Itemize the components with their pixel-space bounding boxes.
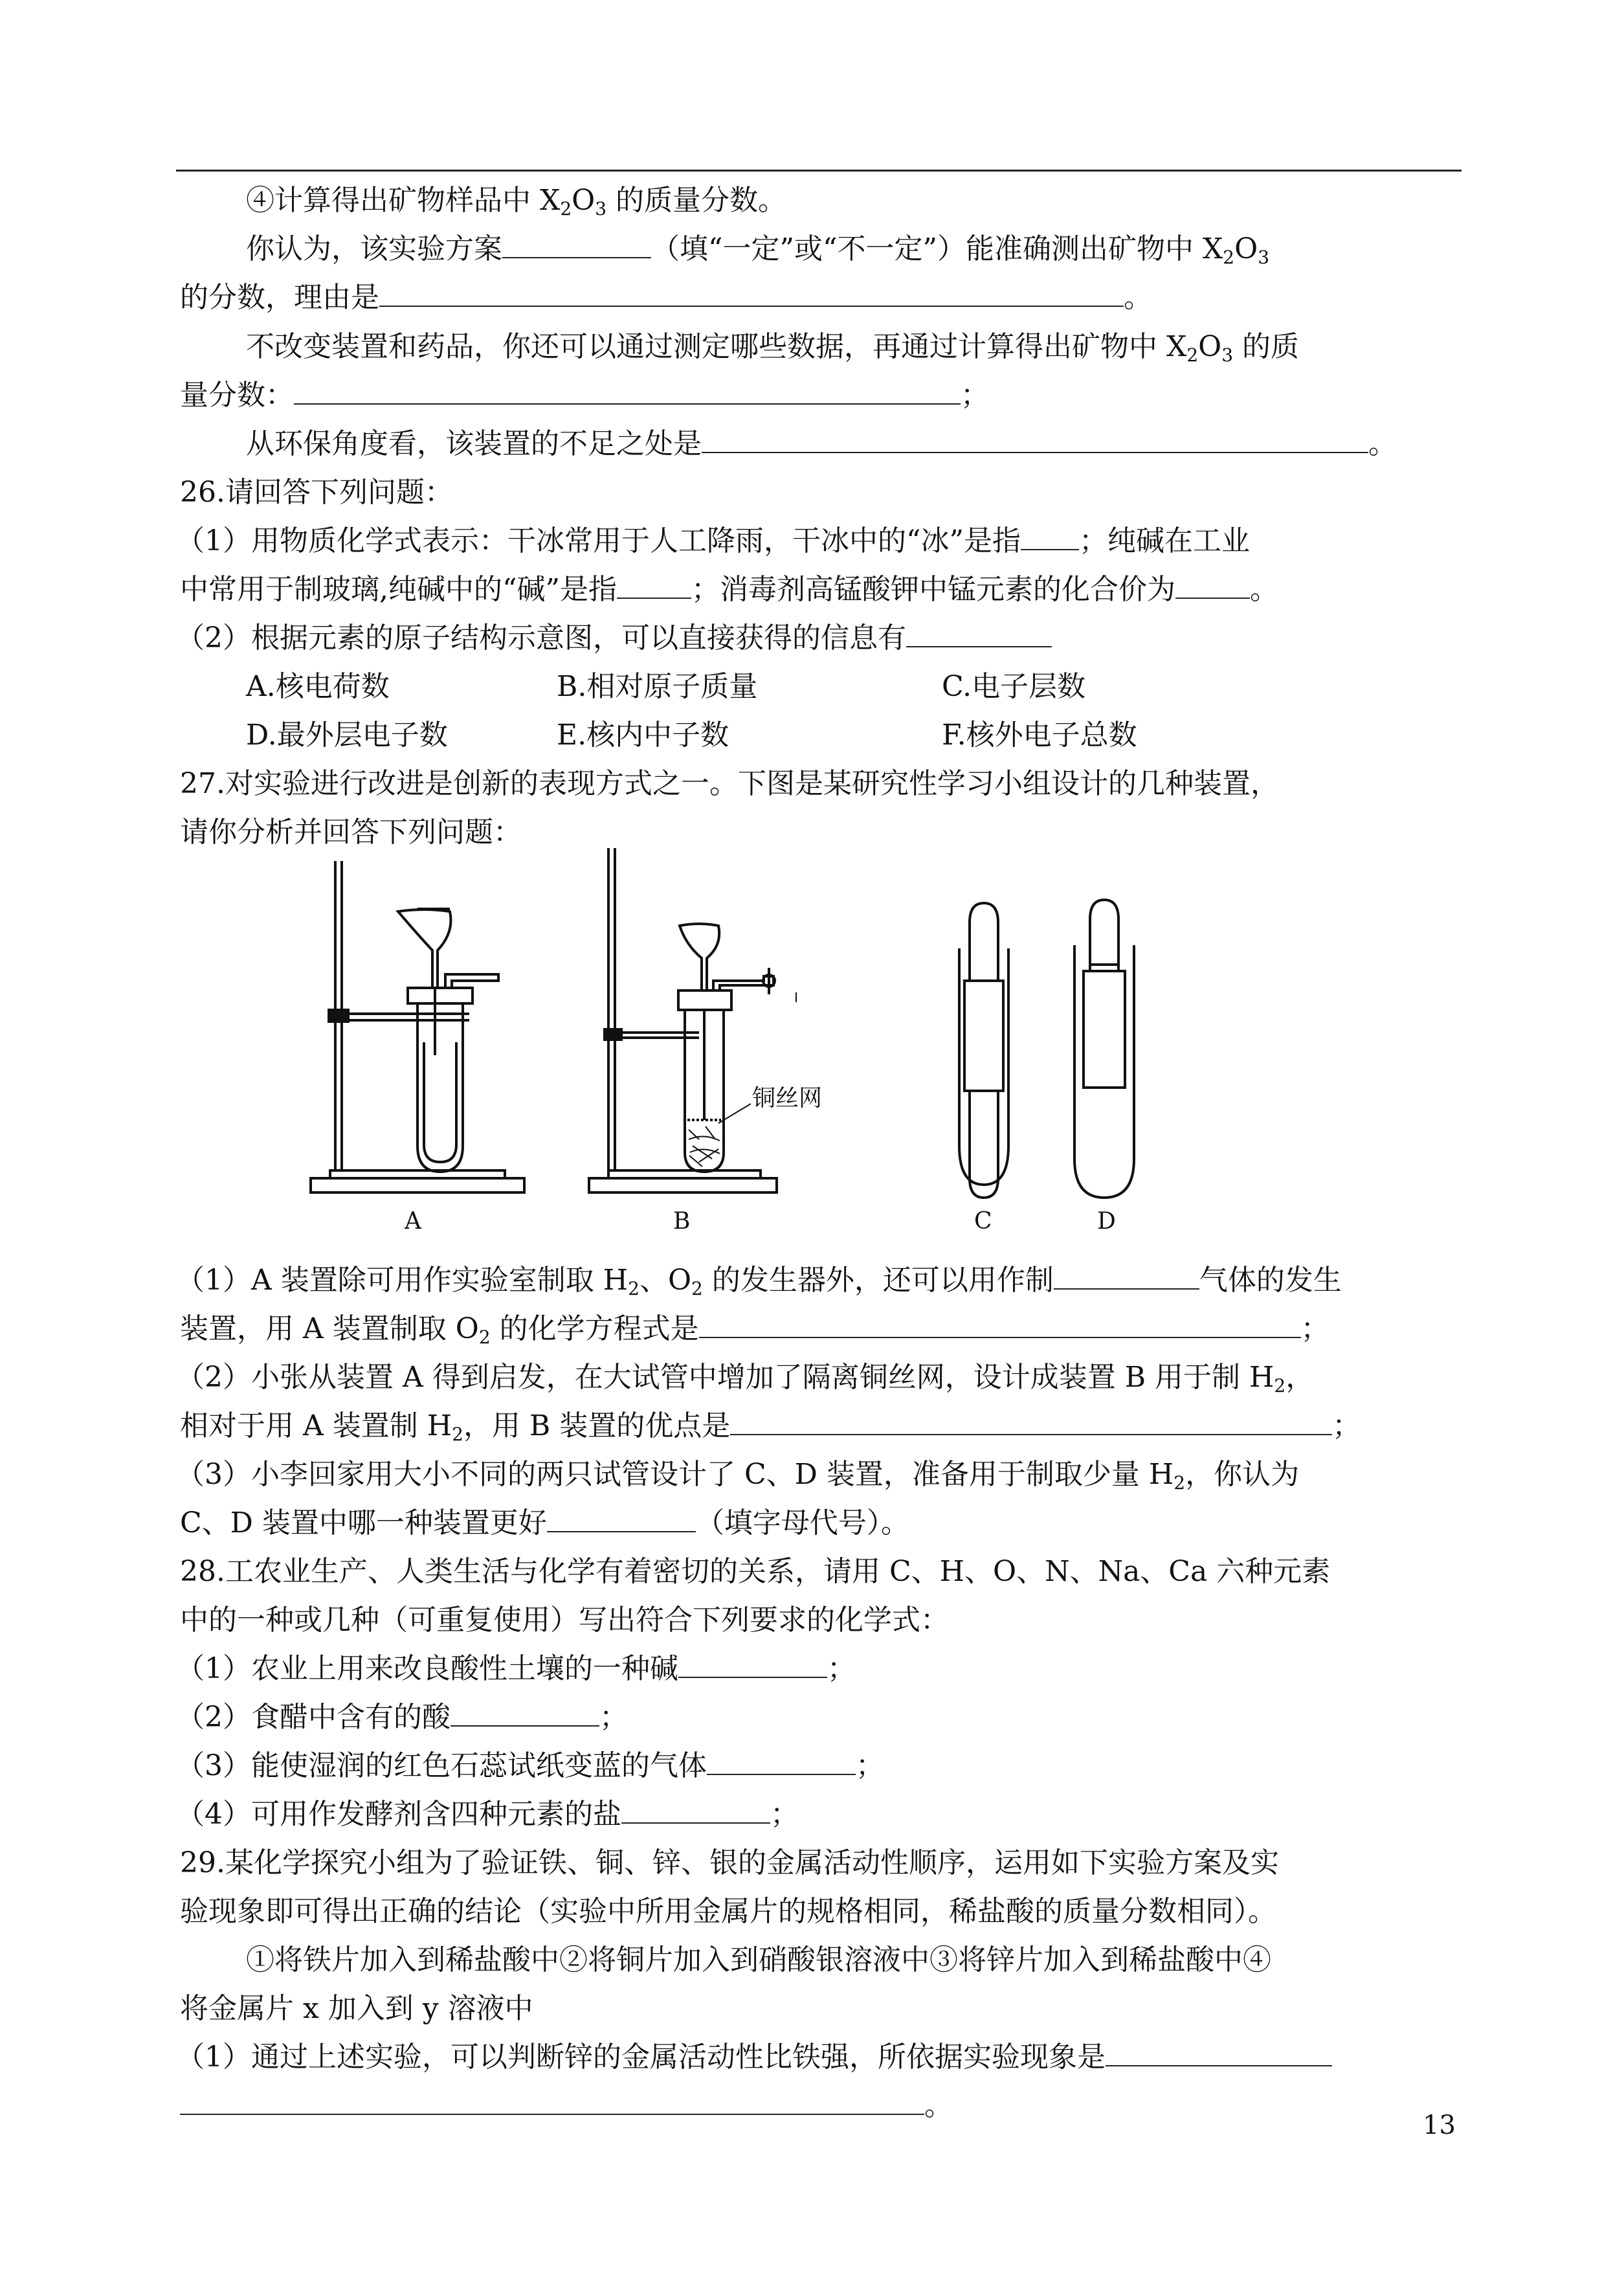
apparatus-d (1074, 900, 1134, 1198)
option-c: C.电子层数 (942, 670, 1086, 703)
option-f: F.核外电子总数 (942, 719, 1137, 752)
text-line: （1）A 装置除可用作实验室制取 $H_2$、$O_2$ 的发生器外，还可以用作制 气体的发生 (176, 1264, 1342, 1299)
text-line: 中常用于制玻璃,纯碱中的“碱”是指 ；消毒剂高锰酸钾中锰元素的化合价为 。 (180, 573, 1278, 606)
answer-blank[interactable] (707, 1748, 856, 1775)
answer-blank[interactable] (617, 572, 691, 599)
text-line: （2）根据元素的原子结构示意图，可以直接获得的信息有 (176, 620, 1052, 656)
text-line: 从环保角度看，该装置的不足之处是 。 (246, 427, 1397, 460)
answer-blank[interactable] (1175, 572, 1250, 599)
question-28-heading: 28.工农业生产、人类生活与化学有着密切的关系，请用 C、H、O、N、Na、Ca 六种元素 (180, 1555, 1331, 1588)
text-line: 相对于用 A 装置制 $H_2$，用 B 装置的优点是 ； (180, 1409, 1361, 1445)
answer-blank[interactable] (379, 280, 1124, 307)
text-line: （1）通过上述实验，可以判断锌的金属活动性比铁强，所依据实验现象是 (176, 2039, 1332, 2075)
text-line: 装置，用 A 装置制取 $O_2$ 的化学方程式是 ； (180, 1312, 1329, 1348)
text-line: 不改变装置和药品，你还可以通过测定哪些数据，再通过计算得出矿物中 $X_2O_3$ 的质 (246, 330, 1300, 366)
label-b: B (673, 1208, 691, 1235)
question-28-item: （2）食醋中含有的酸 ； (176, 1701, 628, 1734)
text-line: 的分数，理由是 。 (180, 281, 1152, 314)
option-d: D.最外层电子数 (246, 719, 448, 752)
apparatus-figure (285, 835, 1269, 1236)
question-28-item: （3）能使湿润的红色石蕊试纸变蓝的气体 ； (176, 1749, 884, 1782)
answer-blank[interactable] (1106, 2039, 1332, 2066)
text-line: 验现象即可得出正确的结论（实验中所用金属片的规格相同，稀盐酸的质量分数相同）。 (180, 1895, 1276, 1928)
apparatus-a (311, 861, 524, 1192)
apparatus-c (959, 903, 1008, 1198)
text-line: 中的一种或几种（可重复使用）写出符合下列要求的化学式： (180, 1604, 949, 1637)
text-line: （3）小李回家用大小不同的两只试管设计了 C、D 装置，准备用于制取少量 $H_2$，你认为 (176, 1458, 1300, 1493)
answer-blank[interactable] (699, 1311, 1301, 1338)
label-d: D (1097, 1208, 1116, 1235)
label-a: A (405, 1208, 421, 1235)
option-e: E.核内中子数 (557, 719, 729, 752)
text-line: 请你分析并回答下列问题： (180, 816, 522, 849)
question-28-item: （4）可用作发酵剂含四种元素的盐 ； (176, 1798, 799, 1831)
label-c: C (974, 1208, 992, 1235)
answer-blank[interactable] (621, 1796, 770, 1824)
answer-blank[interactable] (1054, 1262, 1199, 1290)
option-a: A.核电荷数 (246, 670, 390, 703)
question-28-item: （1）农业上用来改良酸性土壤的一种碱 ； (176, 1652, 856, 1685)
text-line: 量分数： ； (180, 379, 989, 412)
text-line: 你认为，该实验方案 （填“一定”或“不一定”）能准确测出矿物中 $X_2O_3$ (246, 232, 1270, 268)
question-26-heading: 26.请回答下列问题： (180, 476, 453, 509)
answer-blank[interactable] (180, 2088, 924, 2115)
text-line: ④计算得出矿物样品中 $X_2O_3$ 的质量分数。 (246, 184, 787, 219)
option-b: B.相对原子质量 (557, 670, 758, 703)
answer-blank[interactable] (1021, 523, 1079, 550)
answer-blank[interactable] (502, 231, 651, 258)
answer-blank[interactable] (450, 1699, 599, 1727)
page-number: 13 (1423, 2110, 1456, 2140)
question-27-heading: 27.对实验进行改进是创新的表现方式之一。下图是某研究性学习小组设计的几种装置， (180, 767, 1279, 800)
header-rule (176, 170, 1462, 172)
text-line: （2）小张从装置 A 得到启发，在大试管中增加了隔离铜丝网，设计成装置 B 用于制 $H_2$， (176, 1361, 1315, 1396)
text-line: ①将铁片加入到稀盐酸中②将铜片加入到硝酸银溶液中③将锌片加入到稀盐酸中④ (246, 1943, 1271, 1976)
mesh-label: 铜丝网 (752, 1085, 823, 1112)
text-line: C、D 装置中哪一种装置更好 （填字母代号）。 (180, 1506, 909, 1539)
answer-blank[interactable] (906, 620, 1052, 647)
text-line: 。 (180, 2088, 953, 2124)
text-line: 将金属片 x 加入到 y 溶液中 (180, 1992, 533, 2025)
apparatus-b (589, 848, 796, 1192)
answer-blank[interactable] (730, 1408, 1332, 1435)
answer-blank[interactable] (547, 1505, 696, 1532)
question-29-heading: 29.某化学探究小组为了验证铁、铜、锌、银的金属活动性顺序，运用如下实验方案及实 (180, 1846, 1279, 1879)
answer-blank[interactable] (294, 377, 961, 405)
answer-blank[interactable] (702, 426, 1368, 453)
answer-blank[interactable] (678, 1651, 827, 1678)
text-line: （1）用物质化学式表示：干冰常用于人工降雨，干冰中的“冰”是指 ；纯碱在工业 (176, 524, 1250, 557)
